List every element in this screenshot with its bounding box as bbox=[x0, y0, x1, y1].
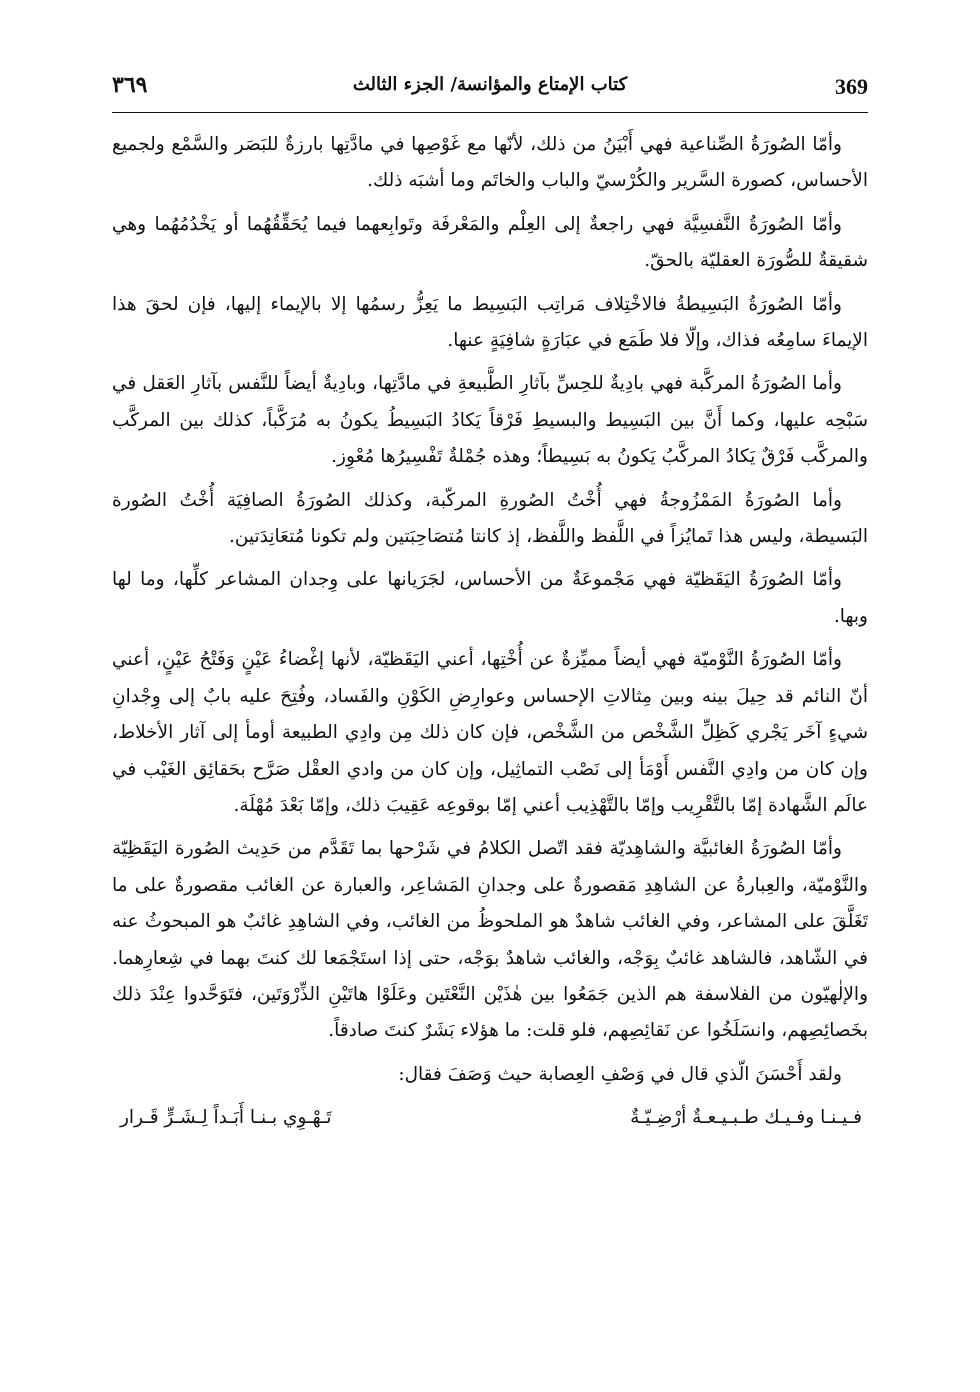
verse-hemistich-second: تَـهْـوِي بـنـا أَبَـداً لِـشَـرٍّ قَـرار bbox=[120, 1107, 332, 1129]
verse-hemistich-first: فـيـنـا وفـيـك طـبـيـعـةٌ أرْضِـيّـةٌ bbox=[630, 1107, 862, 1129]
paragraph: وأما الصُورَةُ المركَّبة فهي بادِيةٌ للحِسِّ بآثارِ الطَّبيعةِ في مادَّتِها، وبادِيةٌ أيضاً للنَّفس بآثارِ العَقل في سَبْحِه عليها، وكما أَنَّ بين البَسِيط والبسيطِ فَرْقاً يَكادُ البَسِيطُ يكونُ به مُرَكَّباً، كذلك بين المركَّب والمركَّب فَرْقٌ يَكادُ المركَّبُ يَكونُ به بَسِيطاً؛ وهذه جُمْلةٌ تَفْسِيرُها مُعْوِز. bbox=[112, 373, 868, 468]
paragraph: وأمّا الصُورَةُ الصِّناعية فهي أَبْيَنُ من ذلك، لأنّها مع غَوْصِها في مادَّتِها بارزةٌ للبَصَر والسَّمْع ولجميع الأحساس، كصورة السَّرير والكُرْسيّ والباب والخاتَم وما أشبَه ذلك. bbox=[112, 134, 868, 192]
paragraph: وأمّا الصُورَةُ النَّوْميّة فهي أيضاً مميِّزةٌ عن أُخْتِها، أعني اليَقَظيّة، لأنها إغْضاءُ عَيْنٍ وَفَتْحُ عَيْنٍ، أعني أنّ النائم قد حِيلَ بينه وبين مِثالاتِ الإحساس وعوارِضِ الكَوْنِ والفَساد، وفُتِحَ عليه بابٌ إلى وِجْدانِ شيءٍ آخَر يَجْري كَظِلِّ الشَّخْص من الشَّخْص، فإن كان ذلك مِن وادِي الطبيعة أومأ إلى آثار الأخلاط، وإن كان من وادِي النَّفس أَوْمَأ إلى نَصْب التماثِيل، وإن كان من وادي العقْل صَرَّح بحَقائِق الغَيْب في عالَم الشَّهادة إمّا بالتَّقْرِيب وإمّا بالتَّهْذِيب أعني إمّا بوقوعِه عَقِيبَ ذلك، وإمّا بَعْدَ مُهْلَة. bbox=[112, 649, 868, 816]
page-header bbox=[112, 66, 868, 110]
page-number-latin: 369 bbox=[835, 74, 868, 99]
page-number-arabic: ٣٦٩ bbox=[112, 72, 148, 98]
paragraph: ولقد أَحْسَنَ الّذي قال في وَصْفِ العِصابة حيث وَصَفَ فقال: bbox=[398, 1063, 842, 1085]
paragraph: وأما الصُورَةُ المَمْزُوجةُ فهي أُخْتُ الصُورةِ المركّبة، وكذلك الصُورَةُ الصافِيَة أُخْتُ الصُورة البَسيطة، وليس هذا تَمايُزاً في اللَّفظ واللَّفظ، إذ كانتا مُتصَاحِبَتين ولم تكونا مُتعَانِدَتين. bbox=[112, 489, 868, 548]
paragraph: وأمّا الصُورَةُ النَّفسِيَّة فهي راجعةٌ إلى العِلْم والمَعْرفَة وتَوابِعهما فيما يُحَقِّقُهُما أو يَخْدُمُهُما وهي شقيقةٌ للصُّورَة العقليّة بالحقّ. bbox=[112, 213, 868, 272]
paragraph: وأمّا الصُورَةُ البَسِيطةُ فالاخْتِلاف مَراتِب البَسِيط ما يَعِزُّ رسمُها إلا بالإيماء إليها، فإن لحقَ هذا الإيماءَ سامِعُه فذاك، وإلّا فلا طَمَع في عبَارَةٍ شافِيَةٍ عنها. bbox=[112, 293, 868, 352]
poem-verse bbox=[112, 1100, 868, 1136]
paragraph: وأمّا الصُورَةُ الغائبيَّة والشاهِديّة فقد اتّصل الكلامُ في شَرْحها بما تَقَدَّم من حَدِيث الصُورة اليَقَظِيّة والنَّوْميّة، والعِبارةُ عن الشاهِدِ مَقصورةٌ على وجدانِ المَشاعِر، والعبارة عن الغائب مقصورةٌ على ما تَغَلَّقَ على المشاعر، وفي الغائب شاهدٌ هو الملحوظُ من الغائب، وفي الشاهِدِ غائبٌ هو المبحوثُ عنه في الشّاهد، فالشاهد غائبٌ بِوَجْه، والغائب شاهدٌ بوَجْه، حتى إذا استَجْمَعا لك كنتَ بهما في شِعارِهما. والإلٰهيّون من الفلاسفة هم الذين جَمَعُوا بين هٰذَيْن النَّعْتَين وعَلَوْا هاتَيْنِ الذِّرْوَتَين، فتَوَحَّدوا عِنْدَ ذلك بخَصائِصِهم، وانسَلَخُوا عن نَقائِصِهم، فلو قلت: ما هؤلاء بَشَرٌ كنتَ صادقاً. bbox=[112, 838, 868, 1042]
running-title: كتاب الإمتاع والمؤانسة/ الجزء الثالث bbox=[352, 74, 628, 95]
header-rule bbox=[112, 112, 868, 113]
paragraph: وأمّا الصُورَةُ اليَقَظيّة فهي مَجْموعَةٌ من الأحساس، لجَرَيانها على وِجدان المشاعر كلِّها، وما لها وبها. bbox=[112, 569, 868, 627]
text-body bbox=[112, 127, 868, 1093]
